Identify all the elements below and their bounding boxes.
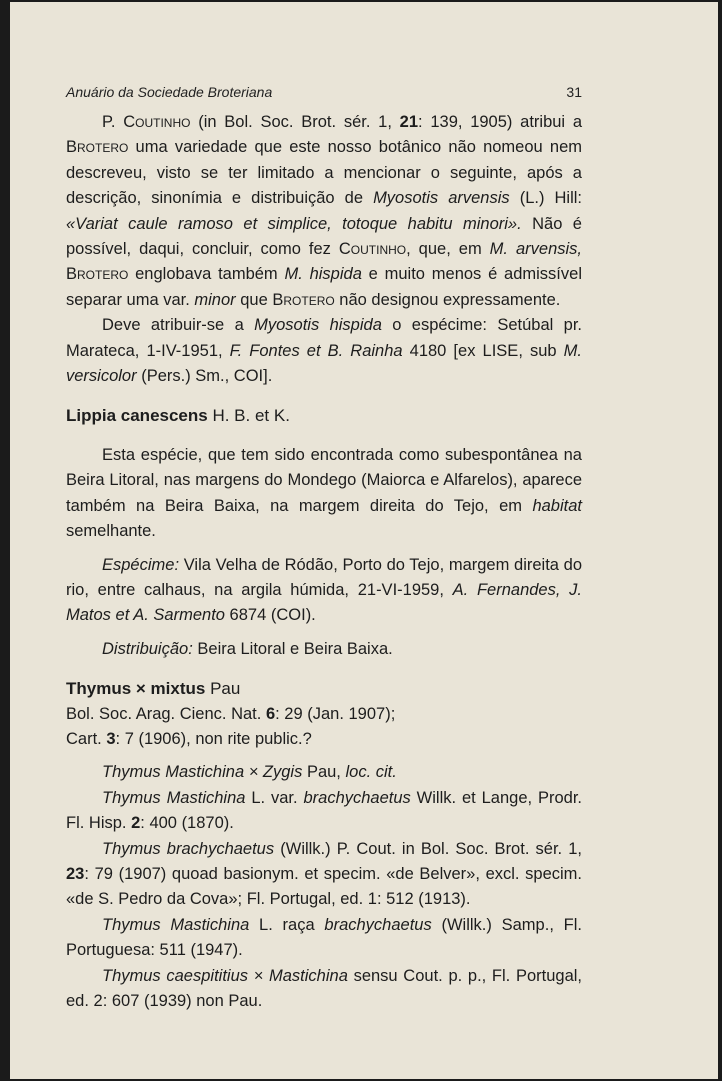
synonym-1: Thymus Mastichina × Zygis Pau, loc. cit. xyxy=(102,763,397,782)
synonym-5: Thymus caespititius × Mastichina sensu Cout. p. p., Fl. Portugal, ed. 2: 607 (1939) non Pau. xyxy=(66,966,582,1010)
reference-bol-soc-arag: Bol. Soc. Arag. Cienc. Nat. 6: 29 (Jan. 1907); xyxy=(66,704,396,723)
heading-lippia-canescens: Lippia canescens H. B. et K. xyxy=(66,406,290,426)
synonym-2: Thymus Mastichina L. var. brachychaetus Willk. et Lange, Prodr. Fl. Hisp. 2: 400 (1870). xyxy=(66,788,582,833)
paragraph-lippia-description: Esta espécie, que tem sido encontrada como subespontânea na Beira Litoral, nas margens do Mondego (Maiorca e Alfarelos), aparece também na Beira Baixa, na margem direita do Tejo, em habitat semelhante. xyxy=(66,445,582,541)
heading-thymus-mixtus: Thymus × mixtus Pau xyxy=(66,679,241,699)
paragraph-myosotis-specimen: Deve atribuir-se a Myosotis hispida o espécime: Setúbal pr. Marateca, 1-IV-1951, F. Fontes et B. Rainha 4180 [ex LISE, sub M. versicolor (Pers.) Sm., COI]. xyxy=(66,316,582,386)
journal-title: Anuário da Sociedade Broteriana xyxy=(66,84,273,100)
paragraph-brotero-variety: P. Coutinho (in Bol. Soc. Brot. sér. 1, 21: 139, 1905) atribui a Brotero uma variedade que este nosso botânico não nomeou nem descreveu, visto se ter limitado a mencionar o seguinte, após a descrição, sinonímia e distribuição de Myosotis arvensis (L.) Hill: «Variat caule ramoso et simplice, totoque habitu minori». Não é possível, daqui, concluir, como fez Coutinho, que, em M. arvensis, Brotero englobava também M. hispida e muito menos é admissível separar uma var. minor que Brotero não designou expressamente. xyxy=(66,113,583,309)
synonym-4: Thymus Mastichina L. raça brachychaetus (Willk.) Samp., Fl. Portuguesa: 511 (1947). xyxy=(66,915,582,960)
page-number: 31 xyxy=(566,84,582,100)
paragraph-lippia-distribution: Distribuição: Beira Litoral e Beira Baixa. xyxy=(102,639,393,658)
reference-cart: Cart. 3: 7 (1906), non rite public.? xyxy=(66,729,312,748)
running-header xyxy=(66,84,582,106)
body-text xyxy=(66,110,582,1014)
paragraph-lippia-specimen: Espécime: Vila Velha de Ródão, Porto do Tejo, margem direita do rio, entre calhaus, na argila húmida, 21-VI-1959, A. Fernandes, J. Matos et A. Sarmento 6874 (COI). xyxy=(66,555,582,625)
synonym-3: Thymus brachychaetus (Willk.) P. Cout. in Bol. Soc. Brot. sér. 1, 23: 79 (1907) quoad basionym. et specim. «de Belver», excl. specim. «de S. Pedro da Cova»; Fl. Portugal, ed. 1: 512 (1913). xyxy=(66,839,583,909)
